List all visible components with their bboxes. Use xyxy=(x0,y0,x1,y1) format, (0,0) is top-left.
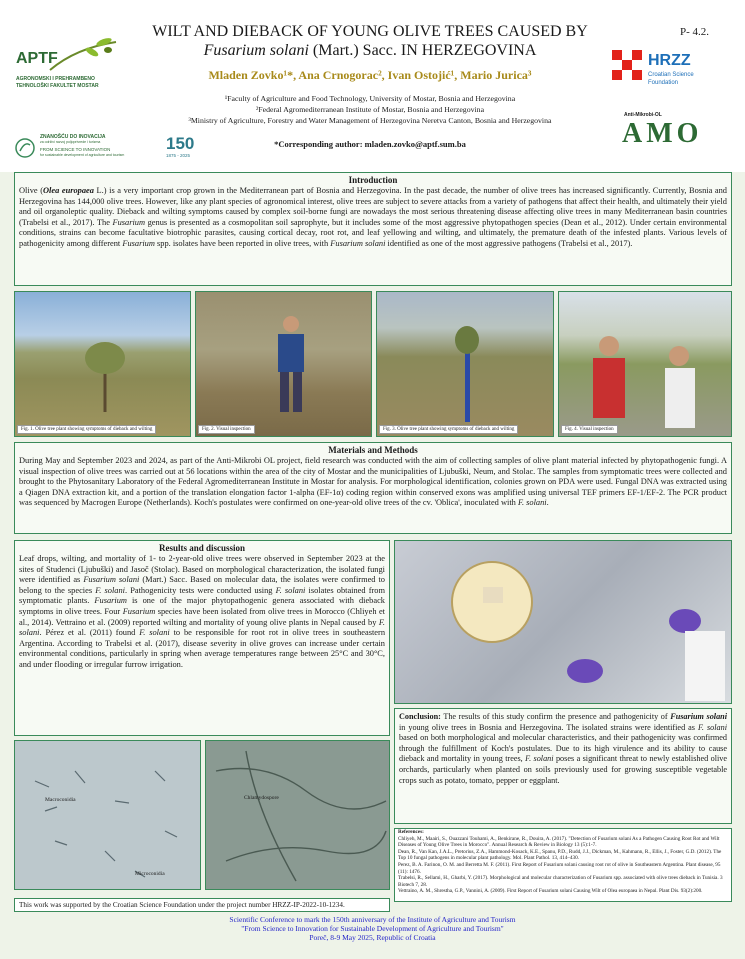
aptf-sub2: TEHNOLOŠKI FAKULTET MOSTAR xyxy=(16,83,99,89)
aptf-sub1: AGRONOMSKI I PREHRAMBENO xyxy=(16,76,95,82)
hrzz-name: HRZZ xyxy=(648,52,691,69)
lab-photo xyxy=(394,540,732,704)
znanost-line2: za održivi razvoj poljoprivrede i turizma xyxy=(40,140,101,144)
figure-4 xyxy=(558,291,732,437)
conclusion-label: Conclusion: xyxy=(399,712,441,721)
affiliation-3: ³Ministry of Agriculture, Forestry and Water Management of Herzegovina Neretva Canton, Bosnia and Herzegovina xyxy=(188,116,552,125)
support-note: This work was supported by the Croatian Science Foundation under the project number HRZZ-IP-2022-10-1234. xyxy=(14,898,390,912)
conclusion-section xyxy=(394,708,732,824)
hrzz-logo xyxy=(612,46,722,92)
iat-150: 150 xyxy=(166,134,195,153)
affiliation-1: ¹Faculty of Agriculture and Food Technology, University of Mostar, Bosnia and Herzegovina xyxy=(224,94,516,103)
corresponding-author: *Corresponding author: mladen.zovko@aptf.sum.ba xyxy=(274,139,466,149)
footer-line2: "From Science to Innovation for Sustainable Development of Agriculture and Tourism" xyxy=(241,924,504,933)
reference-2: Dean, R., Van Kan, J.A.L., Pretorius, Z.A., Hammond-Kosack, K.E., Spanu, P.D., Rudd, J.J., Dickman, M., Kahmann, R., Ellis, J., Foster, G.D. (2012). The Top 10 fungal pathogens in molecular plant pathology. Mol. Plant Pathol. 13, 414–430. xyxy=(398,848,722,862)
figure-2 xyxy=(195,291,372,437)
introduction-text: Olive (Olea europaea L.) is a very important crop grown in the Mediterranean part of Bosnia and Herzegovina. In the past decade, the number of olive trees has increased significantly. Currently, Bosnia and Herzegovina has 144,000 olive trees. However, like any plant species of agronomical interest, olive trees are subject to severe attacks from a variety of pathogens that affect their health, and ultimately their yield and oil organoleptic quality. Dieback and wilting symptoms caused by complex soil-borne fungi are nowadays the most serious threatening disease affecting olive trees in many Mediterranean basin countries (Trabelsi et al., 2017). The Fusarium genus is presented as a cosmopolitan soil saprophyte, but it includes some of the most aggressive phytopathogen species (Dean et al., 2012). Under certain environmental conditions, strains can become facultative biotrophic parasites, causing cortical decay, root rot, and leaf yellowing and wilting, and ultimately, the premature death of the infested plants. Various levels of pathogenicity among different Fusarium spp. isolates have been reported in olive trees, with Fusarium solani identified as one of the most aggressive pathogens (Trabelsi et al., 2017). xyxy=(19,186,727,248)
label-macroconidia: Macroconidia xyxy=(45,797,76,803)
reference-5: Vettraino, A. M., Shrestha, G.P., Vannini, A. (2009). First Report of Fusarium solani Causing Wilt of Olea europaea in Nepal. Plant Dis. 93(2):200. xyxy=(398,888,703,895)
poster-header xyxy=(0,0,745,172)
znanost-line1: ZNANOŠĆU DO INOVACIJA xyxy=(40,134,106,140)
iat-years: 1875 - 2025 xyxy=(166,153,191,158)
introduction-section xyxy=(14,172,732,286)
methods-section xyxy=(14,442,732,534)
reference-1: Chliyeh, M., Maairi, S., Ouazzani Touhami, A., Benkirane, R., Douira, A. (2017). "Detection of Fusarium solani As a Pathogen Causing Root Rot and Wilt Diseases of Young Olive Trees in Morocco". Annual Research & Review in Biology 13 (5):1-7. xyxy=(398,835,720,849)
amo-logo xyxy=(620,112,724,156)
hrzz-sub1: Croatian Science xyxy=(648,72,694,78)
figure-3 xyxy=(376,291,554,437)
leaf-circle-icon xyxy=(14,137,36,159)
authors: Mladen Zovko¹*, Ana Crnogorac², Ivan Ostojić¹, Mario Jurica³ xyxy=(208,68,532,82)
conclusion-text: Conclusion: The results of this study confirm the presence and pathogenicity of Fusarium solani in young olive trees in Bosnia and Herzegovina. The isolated strains were identified as F. solani based on both morphological and molecular characteristics, and their pathogenicity was confirmed through the fulfillment of Koch's postulates. Due to its high virulence and its ability to cause dieback and mortality in young trees, F. solani poses a significant threat to newly established olive orchards, particularly when planted on soils previously used for growing susceptible vegetable crops such as potato, tomato, pepper or eggplant. xyxy=(399,712,728,785)
figure-1-caption: Fig. 1. Olive tree plant showing symptoms of dieback and wilting xyxy=(17,425,156,434)
chlamydospore-illustration xyxy=(206,741,390,890)
znanost-line3: FROM SCIENCE TO INNOVATION xyxy=(40,147,111,152)
microscopy-image-2 xyxy=(205,740,390,890)
petri-dish-illustration xyxy=(447,557,537,647)
olive-tree-illustration xyxy=(75,332,135,412)
label-chlamydospore: Chlamydospore xyxy=(244,795,279,801)
affiliation-2: ²Federal Agromediterranean Institute of Mostar, Bosnia and Herzegovina xyxy=(255,105,485,114)
results-text: Leaf drops, wilting, and mortality of 1- to 2-year-old olive trees were observed in September 2023 at the sites of Studenci (Ljubuški) and Jasoč (Stolac). Based on morphological characterization, the isolated fungi were identified as Fusarium solani (Mart.) Sacc. Based on molecular data, the isolates were confirmed to belong to the species F. solani. Pathogenicity tests were conducted using F. solani isolates obtained from symptomatic plants. Fusarium is one of the major phytopathogenic genera associated with dieback symptoms in olive trees. Four Fusarium species have been isolated from olive trees in Morocco (Chliyeh et al., 2014). Vettraino et al. (2009) reported wilting and mortality of young olive plants in Nepal caused by F. solani. Pérez et al. (2011) found F. solani to be responsible for root rot in olive trees in southeastern Argentina. According to Trabelsi et al. (2017), disease severity in olive groves can increase under certain environmental conditions, particularly in spring when average temperatures range between 25°C and 30°C, and under flooding or irregular furrow irrigation. xyxy=(19,554,386,669)
reference-4: Trabelsi, R., Sellami, H., Gharbi, Y. (2017). Morphological and molecular characterization of Fusarium spp. associated with olive trees dieback in Tunisia. 3 Biotech 7, 28. xyxy=(398,875,723,888)
title-species: Fusarium solani xyxy=(203,42,309,59)
figure-4-caption: Fig. 4. Visual inspection xyxy=(561,425,618,434)
conidia-illustration xyxy=(15,741,201,890)
results-title: Results and discussion xyxy=(158,543,246,553)
two-people-illustration xyxy=(569,332,719,432)
gloved-hands-illustration xyxy=(555,571,725,701)
references-title: References: xyxy=(398,829,424,835)
title-line1: WILT AND DIEBACK OF YOUNG OLIVE TREES CAUSED BY xyxy=(152,23,588,40)
hrzz-sub2: Foundation xyxy=(648,80,679,86)
hrzz-checker-icon xyxy=(612,50,642,80)
figure-1 xyxy=(14,291,191,437)
introduction-title: Introduction xyxy=(348,175,398,185)
results-section xyxy=(14,540,390,736)
person-inspecting-illustration xyxy=(266,312,316,422)
poster-title xyxy=(122,22,618,60)
label-microconidia: Microconidia xyxy=(135,871,165,877)
amo-top: Anti-Mikrobi-OL xyxy=(624,112,662,118)
znanost-line4: for sustainable development of agriculture and tourism xyxy=(40,153,125,157)
amo-text: AMO xyxy=(622,118,703,149)
footer-line3: Poreč, 8-9 May 2025, Republic of Croatia xyxy=(309,933,436,942)
aptf-name: APTF xyxy=(16,50,58,67)
reference-3: Perez, B. A. Farinon, O. M. and Berretta M. F. (2011). First Report of Fusarium solani causing root rot of olive in Southeastern Argentina. Plant disease, 95 (11): 1476. xyxy=(398,861,721,875)
title-line2-rest: (Mart.) Sacc. IN HERZEGOVINA xyxy=(308,42,537,59)
references-section xyxy=(394,828,732,902)
aptf-logo xyxy=(16,36,120,98)
figure-2-caption: Fig. 2. Visual inspection xyxy=(198,425,255,434)
methods-title: Materials and Methods xyxy=(328,445,418,455)
young-olive-illustration xyxy=(447,322,487,422)
poster-id: P- 4.2. xyxy=(680,26,710,38)
figure-3-caption: Fig. 3. Olive tree plant showing symptoms of dieback and wilting xyxy=(379,425,518,434)
methods-text: During May and September 2023 and 2024, as part of the Anti-Mikrobi OL project, field research was conducted with the aim of collecting samples of olive plant material infected by phytopathogenic fungi. A visual inspection of olive trees was carried out at 56 locations within the area of the city of Mostar and the municipalities of Ljubuški, Neum, and Stolac. The samples from symptomatic trees were collected and brought to the Phytosanitary Laboratory of the Federal Agromediterranean Institute in Mostar for analysis. For morphological identification, colonies grown on PDA were used. Fungal DNA was extracted using a Qiagen DNA extraction kit, and a portion of the translation elongation factor 1-alpha (EF-1α) coding region within conserved exons was amplified using universal TEF primers EF-1/EF-2. The PCR product was sequenced by Macrogen Europe (Netherlands). Koch's postulates were confirmed on one-year-old olive trees of the cv. 'Oblica', inoculated with F. solani. xyxy=(19,456,727,508)
title-line2 xyxy=(122,41,618,60)
footer xyxy=(0,912,745,952)
microscopy-image-1 xyxy=(14,740,201,890)
footer-line1: Scientific Conference to mark the 150th anniversary of the Institute of Agriculture and Tourism xyxy=(229,915,516,924)
